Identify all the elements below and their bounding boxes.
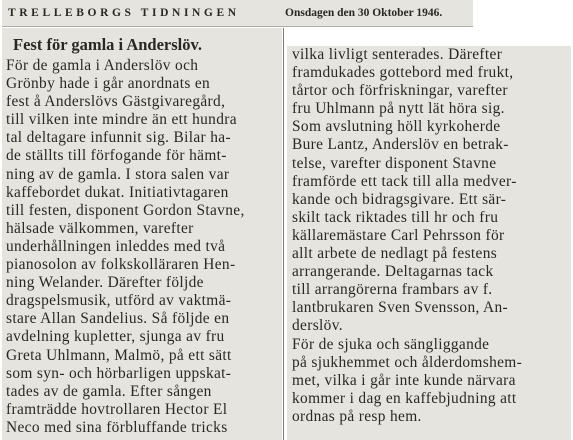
article-column-left	[2, 28, 282, 440]
text-line: pianosolon av folkskolläraren Hen-	[6, 256, 236, 274]
text-line: skilt tack riktades till hr och fru	[292, 208, 499, 226]
text-line: till arrangörerna frambars av f.	[292, 281, 493, 299]
text-line: ning av de gamla. I stora salen var	[6, 165, 230, 183]
text-line: fru Uhlmann på nytt lät höra sig.	[292, 100, 505, 118]
text-line: ordnas på resp hem.	[292, 407, 422, 425]
text-line: tal deltagare infunnit sig. Bilar ha-	[6, 129, 231, 147]
text-line: till festen, disponent Gordon Stavne,	[6, 201, 245, 219]
text-line: För de sjuka och sängliggande	[292, 335, 490, 353]
text-line: allt arbete de nedlagt på festens	[292, 245, 498, 263]
issue-date: Onsdagen den 30 Oktober 1946.	[285, 7, 443, 19]
article-headline: Fest för gamla i Anderslöv.	[13, 35, 202, 54]
article-body-right	[292, 46, 568, 426]
text-line: ning Welander. Därefter följde	[6, 274, 204, 292]
newspaper-name: TRELLEBORGS TIDNINGEN	[8, 7, 240, 19]
text-line: Grönby hade i går anordnats en	[6, 75, 211, 93]
text-line: dragspelsmusik, utförd av vaktmä-	[6, 292, 232, 310]
text-line: hälsade välkommen, varefter	[6, 219, 194, 237]
text-line: arrangerande. Deltagarnas tack	[292, 263, 494, 281]
text-line: stare Allan Sandelius. Så följde en	[6, 310, 230, 328]
masthead	[2, 0, 473, 27]
text-line: met, vilka i går inte kunde närvara	[292, 371, 516, 389]
text-line: underhållningen inleddes med två	[6, 237, 226, 255]
text-line: framförde ett tack till alla medver-	[292, 172, 517, 190]
text-line: telse, varefter disponent Stavne	[292, 154, 497, 172]
text-line: avdelning kupletter, sjunga av fru	[6, 328, 225, 346]
text-line: kaffebordet dukat. Initiativtagaren	[6, 183, 229, 201]
text-line: För de gamla i Anderslöv och	[6, 57, 199, 74]
article-column-right	[287, 46, 571, 440]
text-line: tades av de gamla. Efter sången	[6, 382, 212, 400]
text-line: tårtor och förfriskningar, varefter	[292, 82, 508, 100]
text-line: till vilken inte mindre än ett hundra	[6, 111, 237, 129]
text-line: som syn- och hörbarligen uppskat-	[6, 364, 232, 382]
text-line: kommer i dag en kaffebjudning att	[292, 389, 517, 407]
text-line: källaremästare Carl Pehrsson för	[292, 226, 505, 244]
text-line: kande och bidragsgivare. Ett sär-	[292, 190, 507, 208]
text-line: Greta Uhlmann, Malmö, på ett sätt	[6, 346, 232, 364]
text-line: lantbrukaren Sven Svensson, An-	[292, 299, 509, 317]
article-body-left	[6, 57, 280, 437]
text-line: på sjukhemmet och ålderdomshem-	[292, 353, 523, 371]
text-line: derslöv.	[292, 317, 343, 335]
text-line: framträdde hovtrollaren Hector El	[6, 400, 228, 418]
column-divider	[283, 28, 284, 440]
text-line: framdukades gottebord med frukt,	[292, 64, 514, 82]
text-line: Som avslutning höll kyrkoherde	[292, 118, 501, 136]
text-line: Bure Lantz, Anderslöv en betrak-	[292, 136, 509, 154]
text-line: Neco med sina förbluffande tricks	[6, 418, 228, 436]
text-line: de ställts till förfogande för hämt-	[6, 147, 227, 165]
text-line: fest å Anderslövs Gästgivaregård,	[6, 93, 226, 111]
text-line: vilka livligt senterades. Därefter	[292, 46, 503, 63]
